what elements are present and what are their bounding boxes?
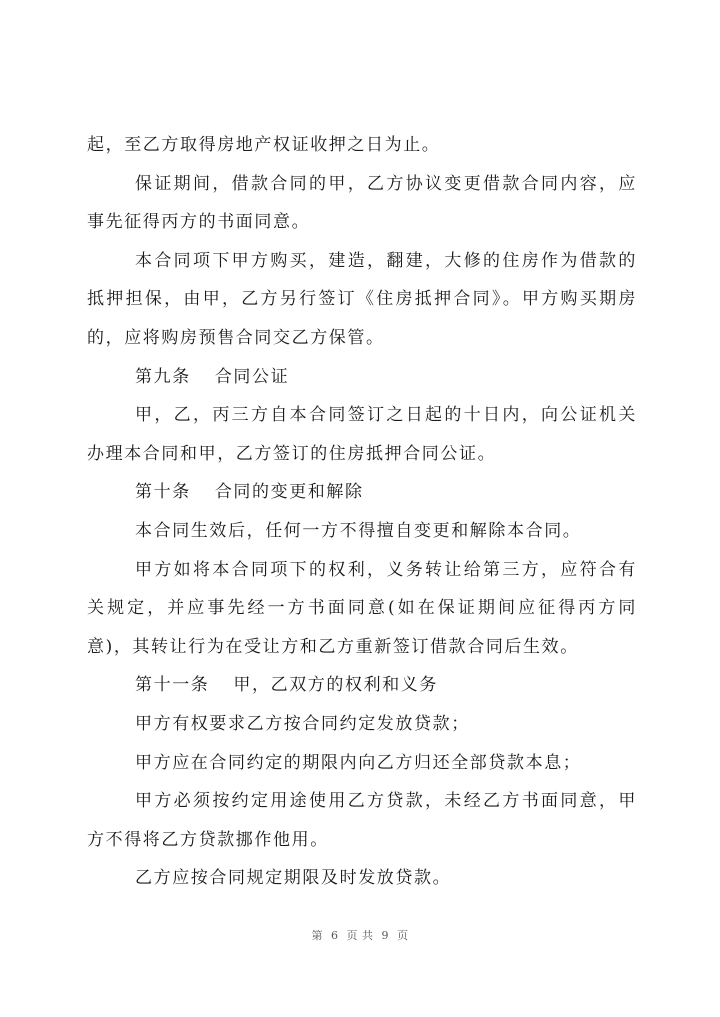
footer-middle: 页 共 (346, 929, 374, 942)
section-title: 甲，乙双方的权利和义务 (233, 675, 439, 696)
section-heading (87, 473, 637, 512)
paragraph: 本合同项下甲方购买，建造，翻建，大修的住房作为借款的抵押担保，由甲，乙方另行签订《住房抵押合同》。甲方购买期房的，应将购房预售合同交乙方保管。 (87, 250, 637, 348)
section-heading (87, 666, 637, 705)
paragraph: 乙方应按合同规定期限及时发放贷款。 (135, 868, 452, 889)
paragraph: 本合同生效后，任何一方不得擅自变更和解除本合同。 (135, 520, 582, 541)
section-number: 第九条 (135, 366, 191, 387)
section-number: 第十条 (135, 482, 191, 503)
document-body (87, 126, 637, 898)
paragraph: 甲方必须按约定用途使用乙方贷款，未经乙方书面同意，甲方不得将乙方贷款挪作他用。 (87, 791, 637, 850)
paragraph: 甲，乙，丙三方自本合同签订之日起的十日内，向公证机关办理本合同和甲，乙方签订的住房抵押合同公证。 (87, 405, 637, 464)
footer-suffix: 页 (397, 929, 409, 942)
section-title: 合同的变更和解除 (214, 482, 364, 503)
section-title: 合同公证 (214, 366, 290, 387)
paragraph: 甲方应在合同约定的期限内向乙方归还全部贷款本息； (135, 752, 582, 773)
total-pages: 9 (381, 929, 389, 942)
paragraph: 保证期间，借款合同的甲，乙方协议变更借款合同内容，应事先征得丙方的书面同意。 (87, 173, 637, 233)
page-footer (0, 927, 720, 943)
footer-prefix: 第 (311, 929, 323, 942)
paragraph: 起，至乙方取得房地产权证收押之日为止。 (87, 135, 441, 155)
page-number: 6 (331, 929, 339, 942)
section-number: 第十一条 (135, 675, 210, 696)
paragraph: 甲方有权要求乙方按合同约定发放贷款； (135, 713, 470, 734)
section-heading (87, 358, 637, 397)
paragraph: 甲方如将本合同项下的权利，义务转让给第三方，应符合有关规定，并应事先经一方书面同意(如在保证期间应征得丙方同意)，其转让行为在受让方和乙方重新签订借款合同后生效。 (87, 559, 637, 657)
